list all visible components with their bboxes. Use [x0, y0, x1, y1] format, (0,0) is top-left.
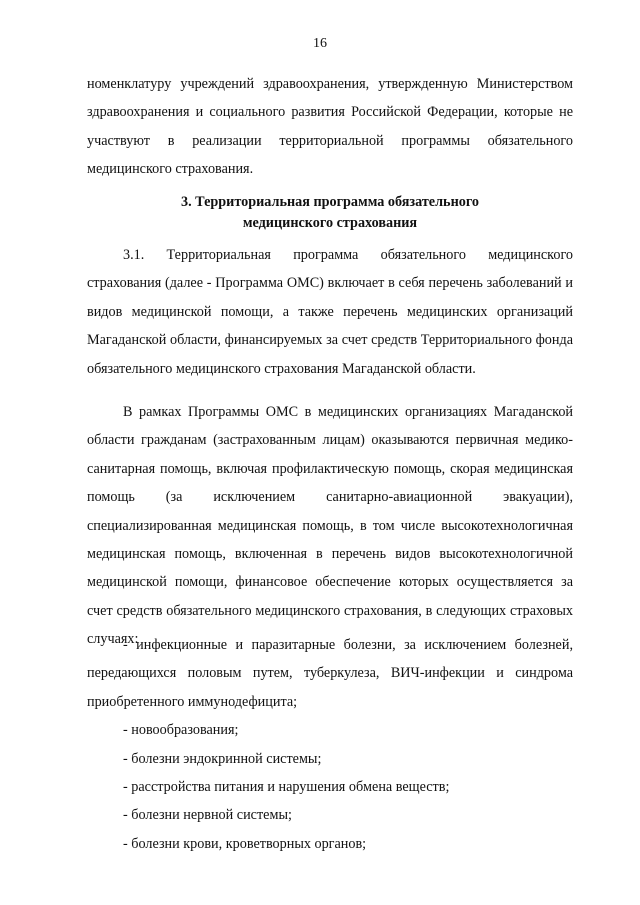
list-item: - расстройства питания и нарушения обмена веществ;	[123, 779, 450, 796]
section-heading-line-2: медицинского страхования	[242, 215, 418, 231]
section-heading	[87, 192, 573, 234]
list-item: - новообразования;	[123, 722, 239, 739]
section-heading-line-1: 3. Территориальная программа обязательного	[180, 194, 480, 210]
paragraph-3-1: 3.1. Территориальная программа обязательного медицинского страхования (далее - Программа ОМС) включает в себя перечень заболеваний и видов медицинской помощи, а также перечень медицинских организаций Магаданской области, финансируемых за счет средств Территориального фонда обязательного медицинского страхования Магаданской области.	[87, 247, 573, 377]
list-item: - болезни нервной системы;	[123, 807, 292, 824]
list-item: - болезни эндокринной системы;	[123, 750, 322, 767]
insured-cases-list	[87, 631, 573, 858]
page-number: 16	[313, 36, 327, 51]
paragraph-program-scope: В рамках Программы ОМС в медицинских организациях Магаданской области гражданам (застрахованным лицам) оказываются первичная медико-санитарная помощь, включая профилактическую помощь, скорая медицинская помощь (за исключением санитарно-авиационной эвакуации), специализированная медицинская помощь, в том числе высокотехнологичная медицинская помощь, включенная в перечень видов высокотехнологичной медицинской помощи, финансовое обеспечение которых осуществляется за счет средств обязательного медицинского страхования, в следующих страховых случаях:	[87, 404, 573, 648]
list-item: - инфекционные и паразитарные болезни, за исключением болезней, передающихся половым путем, туберкулеза, ВИЧ-инфекции и синдрома приобретенного иммунодефицита;	[87, 637, 573, 710]
intro-paragraph: номенклатуру учреждений здравоохранения, утвержденную Министерством здравоохранения и социального развития Российской Федерации, которые не участвуют в реализации территориальной программы обязательного медицинского страхования.	[87, 76, 573, 178]
list-item: - болезни крови, кроветворных органов;	[123, 835, 367, 852]
